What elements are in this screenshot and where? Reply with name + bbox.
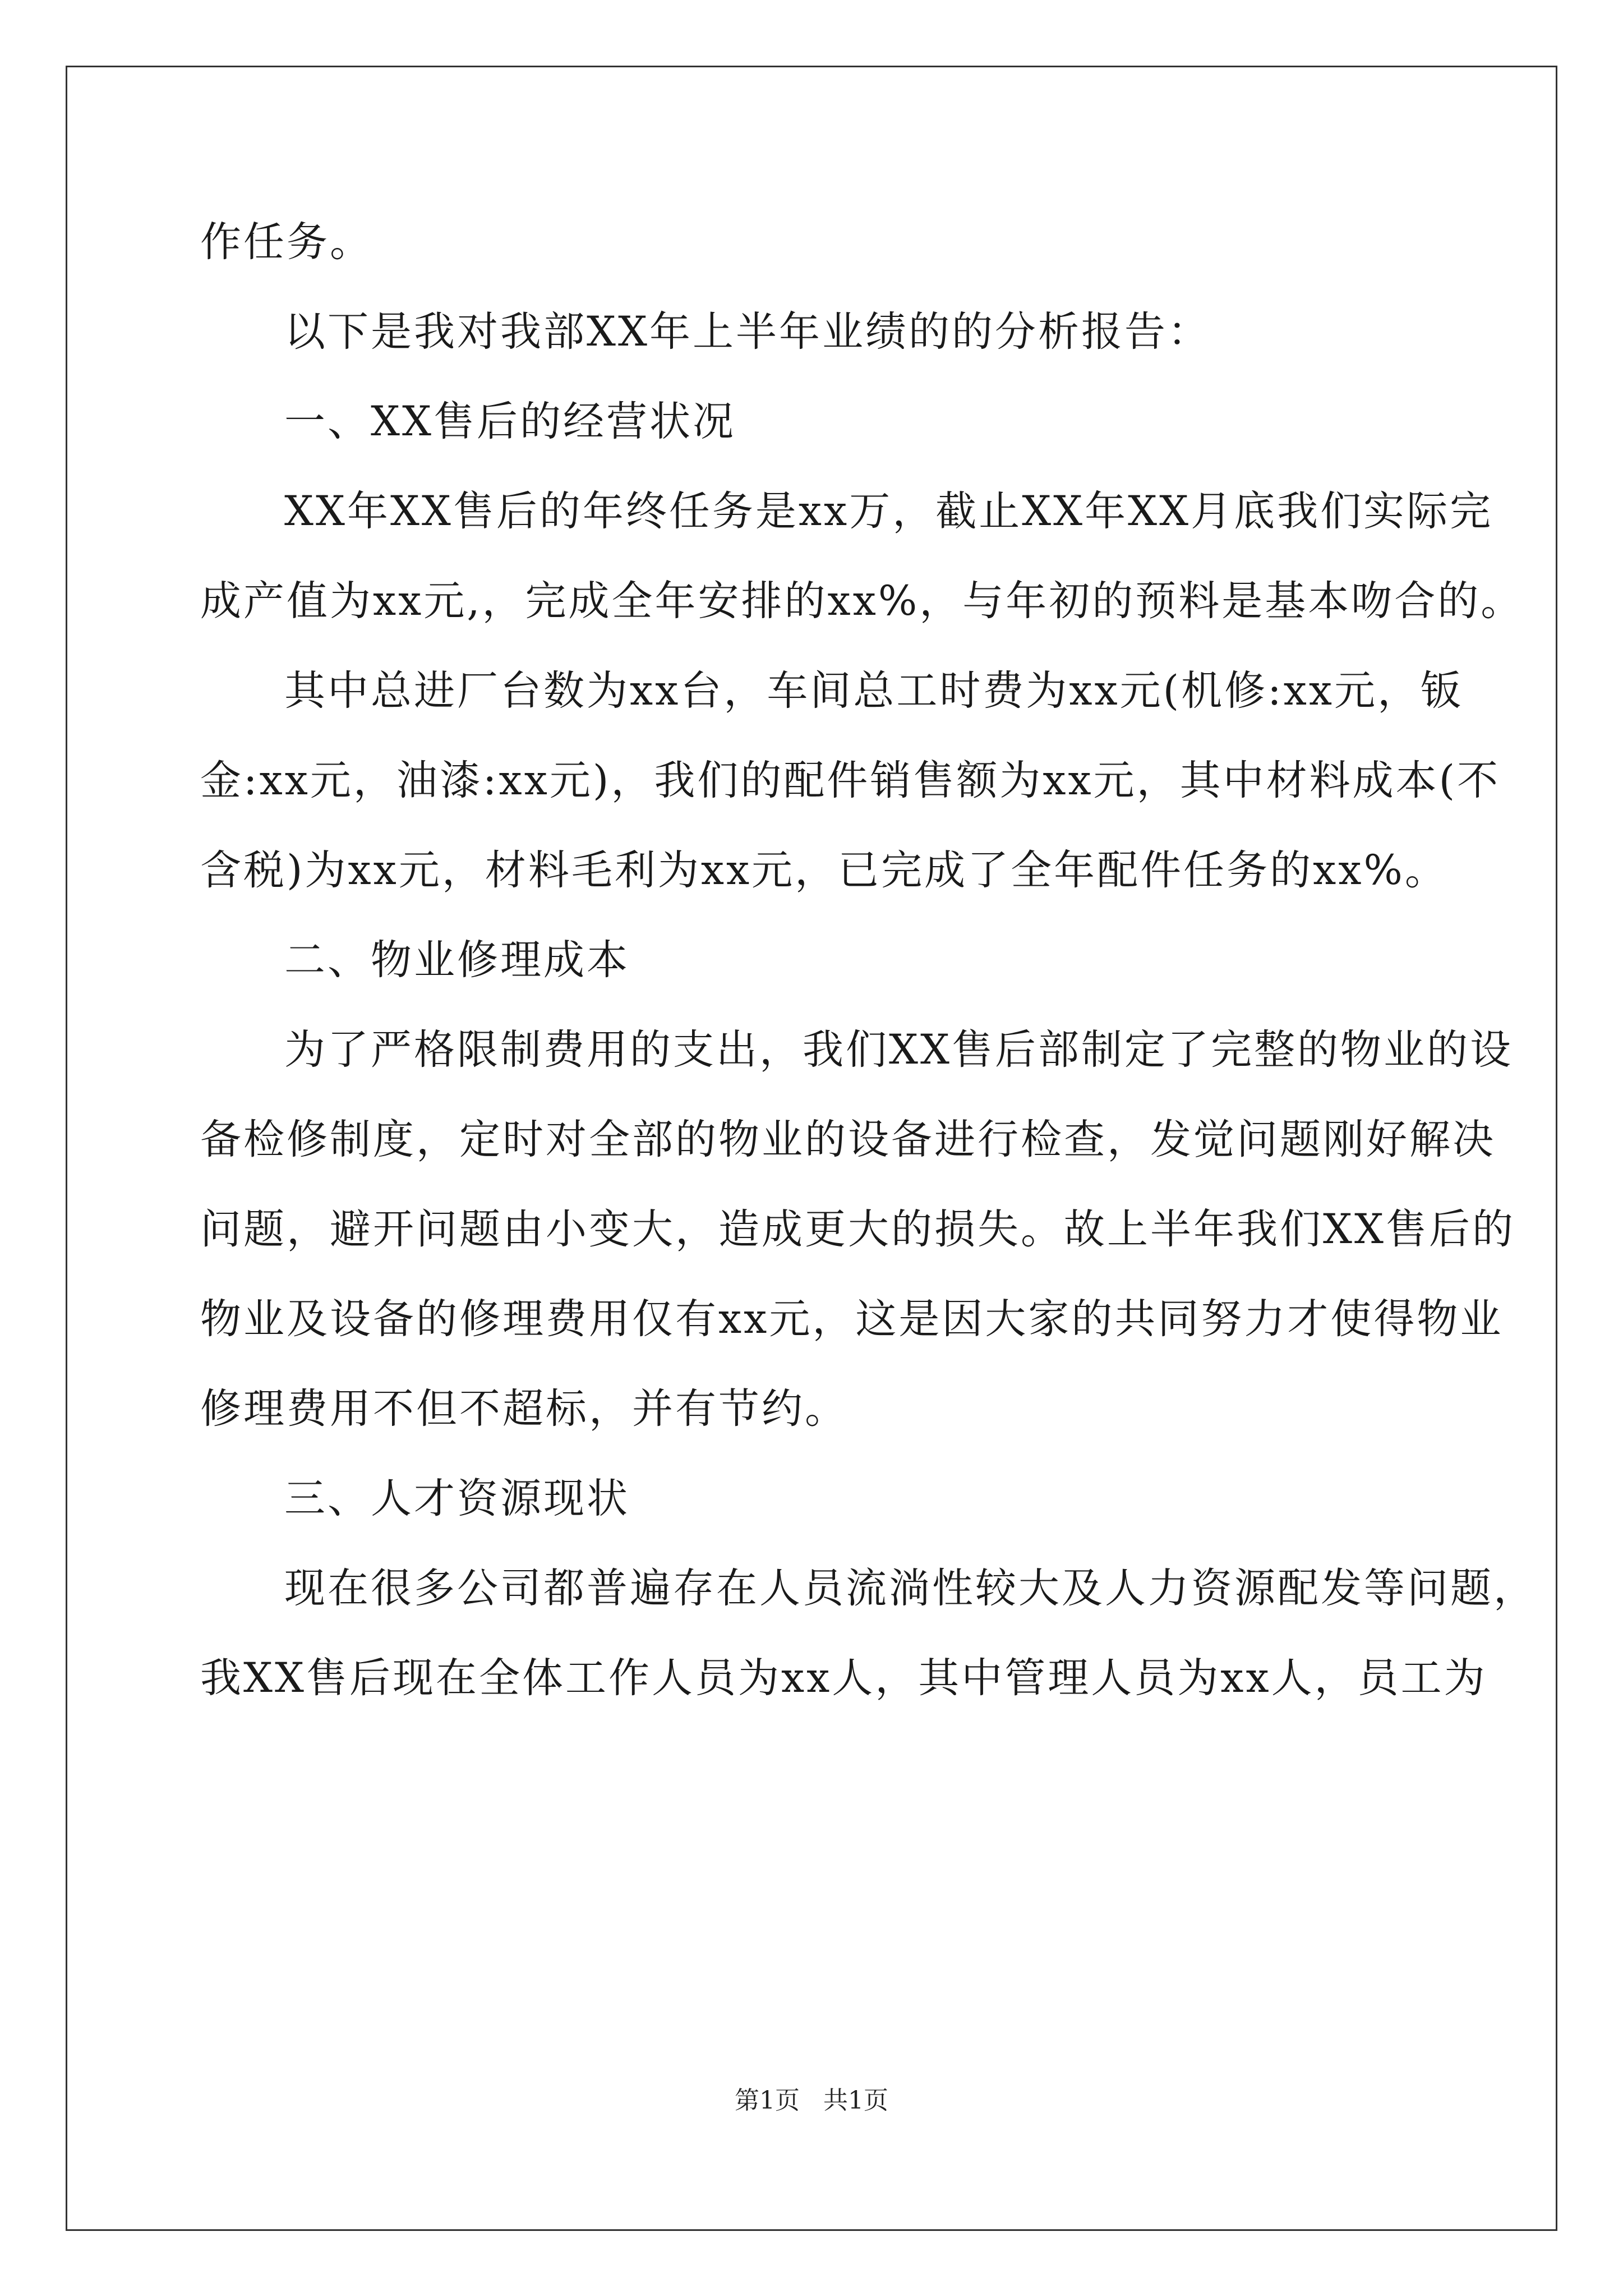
paragraph-line: 问题，避开问题由小变大，造成更大的损失。故上半年我们XX售后的 [200, 1205, 1515, 1253]
paragraph-line: 其中总进厂台数为xx台，车间总工时费为xx元(机修:xx元，钣 [284, 667, 1464, 715]
section-heading: 一、XX售后的经营状况 [284, 398, 736, 445]
paragraph-line: 含税)为xx元，材料毛利为xx元，已完成了全年配件任务的xx%。 [200, 846, 1448, 894]
section-heading: 二、物业修理成本 [284, 936, 630, 984]
paragraph-line: 备检修制度，定时对全部的物业的设备进行检查，发觉问题刚好解决 [200, 1116, 1496, 1163]
paragraph-line: 我XX售后现在全体工作人员为xx人，其中管理人员为xx人，员工为 [200, 1654, 1487, 1702]
page-number-footer: 第1页 共1页 [735, 2086, 888, 2115]
paragraph-line: 物业及设备的修理费用仅有xx元，这是因大家的共同努力才使得物业 [200, 1295, 1504, 1343]
paragraph-line: 成产值为xx元,，完成全年安排的xx%，与年初的预料是基本吻合的。 [200, 577, 1524, 625]
paragraph-line: 作任务。 [200, 218, 373, 266]
paragraph-line: 金:xx元，油漆:xx元)，我们的配件销售额为xx元，其中材料成本(不 [200, 757, 1501, 804]
paragraph-line: XX年XX售后的年终任务是xx万，截止XX年XX月底我们实际完 [284, 487, 1493, 535]
section-heading: 三、人才资源现状 [284, 1475, 630, 1522]
paragraph-line: 以下是我对我部XX年上半年业绩的的分析报告： [284, 308, 1211, 356]
paragraph-line: 修理费用不但不超标，并有节约。 [200, 1385, 848, 1433]
paragraph-line: 现在很多公司都普遍存在人员流淌性较大及人力资源配发等问题， [284, 1565, 1537, 1612]
paragraph-line: 为了严格限制费用的支出，我们XX售后部制定了完整的物业的设 [284, 1026, 1513, 1074]
